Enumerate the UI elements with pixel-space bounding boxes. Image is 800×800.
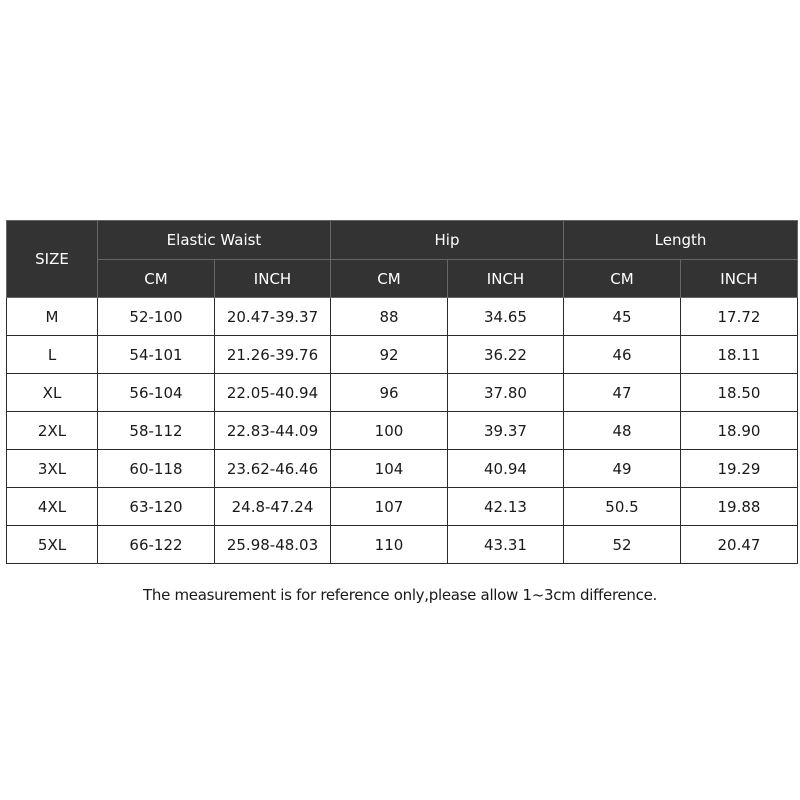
table-cell: 22.83-44.09 xyxy=(215,412,331,450)
table-cell: 45 xyxy=(564,298,681,336)
table-cell: 20.47-39.37 xyxy=(215,298,331,336)
size-cell: M xyxy=(7,298,98,336)
table-cell: 36.22 xyxy=(448,336,564,374)
table-cell: 96 xyxy=(331,374,448,412)
table-cell: 48 xyxy=(564,412,681,450)
header-unit-row xyxy=(7,260,798,298)
table-cell: 17.72 xyxy=(681,298,798,336)
table-cell: 52 xyxy=(564,526,681,564)
table-cell: 18.11 xyxy=(681,336,798,374)
table-row xyxy=(7,374,798,412)
unit-header: INCH xyxy=(215,260,331,298)
table-row xyxy=(7,336,798,374)
size-chart-table xyxy=(6,220,798,564)
size-column-header: SIZE xyxy=(7,221,98,298)
table-cell: 66-122 xyxy=(98,526,215,564)
header-group-row xyxy=(7,221,798,260)
table-cell: 63-120 xyxy=(98,488,215,526)
table-cell: 43.31 xyxy=(448,526,564,564)
table-cell: 18.90 xyxy=(681,412,798,450)
unit-header: INCH xyxy=(681,260,798,298)
table-cell: 92 xyxy=(331,336,448,374)
table-cell: 19.88 xyxy=(681,488,798,526)
table-cell: 60-118 xyxy=(98,450,215,488)
table-cell: 107 xyxy=(331,488,448,526)
table-cell: 52-100 xyxy=(98,298,215,336)
size-cell: XL xyxy=(7,374,98,412)
table-cell: 20.47 xyxy=(681,526,798,564)
table-cell: 100 xyxy=(331,412,448,450)
table-cell: 40.94 xyxy=(448,450,564,488)
size-cell: 3XL xyxy=(7,450,98,488)
table-cell: 49 xyxy=(564,450,681,488)
size-cell: 5XL xyxy=(7,526,98,564)
table-cell: 19.29 xyxy=(681,450,798,488)
table-cell: 47 xyxy=(564,374,681,412)
table-cell: 54-101 xyxy=(98,336,215,374)
group-header-hip: Hip xyxy=(331,221,564,260)
table-cell: 56-104 xyxy=(98,374,215,412)
table-cell: 50.5 xyxy=(564,488,681,526)
table-body xyxy=(7,298,798,564)
table-cell: 37.80 xyxy=(448,374,564,412)
size-cell: 2XL xyxy=(7,412,98,450)
table-cell: 110 xyxy=(331,526,448,564)
table-row xyxy=(7,488,798,526)
unit-header: INCH xyxy=(448,260,564,298)
unit-header: CM xyxy=(331,260,448,298)
table-row xyxy=(7,526,798,564)
unit-header: CM xyxy=(98,260,215,298)
table-cell: 39.37 xyxy=(448,412,564,450)
table-cell: 18.50 xyxy=(681,374,798,412)
group-header-length: Length xyxy=(564,221,798,260)
table-cell: 88 xyxy=(331,298,448,336)
table-cell: 25.98-48.03 xyxy=(215,526,331,564)
measurement-note: The measurement is for reference only,please allow 1~3cm difference. xyxy=(143,586,657,604)
table-row xyxy=(7,298,798,336)
table-cell: 46 xyxy=(564,336,681,374)
size-cell: 4XL xyxy=(7,488,98,526)
unit-header: CM xyxy=(564,260,681,298)
table-row xyxy=(7,412,798,450)
table-cell: 24.8-47.24 xyxy=(215,488,331,526)
table-cell: 58-112 xyxy=(98,412,215,450)
table-row xyxy=(7,450,798,488)
size-cell: L xyxy=(7,336,98,374)
table-cell: 104 xyxy=(331,450,448,488)
table-cell: 34.65 xyxy=(448,298,564,336)
table-cell: 42.13 xyxy=(448,488,564,526)
table-cell: 23.62-46.46 xyxy=(215,450,331,488)
table-header xyxy=(7,221,798,298)
table-cell: 21.26-39.76 xyxy=(215,336,331,374)
group-header-elastic-waist: Elastic Waist xyxy=(98,221,331,260)
table-cell: 22.05-40.94 xyxy=(215,374,331,412)
